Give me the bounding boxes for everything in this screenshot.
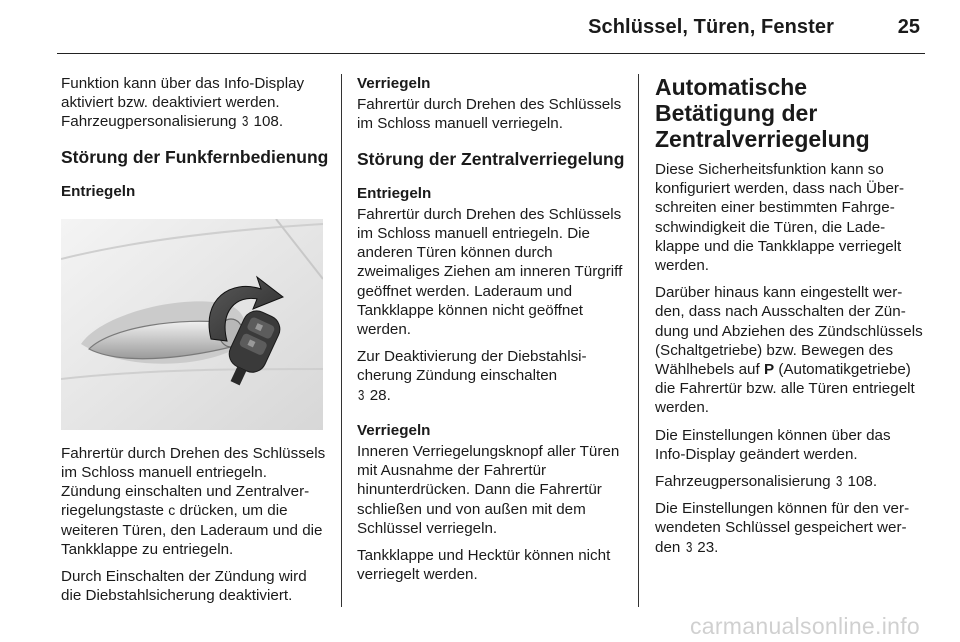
header-rule: [57, 53, 925, 54]
paragraph-text: Darüber hinaus kann eingestellt werden, dass nach Ausschalten der Zündung und Abziehen des Zündschlüssels (Schaltgetriebe) bzw. Bewegen des Wählhebels auf: [655, 284, 923, 379]
paragraph-text: (Automatikgetriebe) die Fahrertür bzw. alle Türen entriegelt werden.: [655, 361, 915, 417]
section-heading: Automatische Betätigung der Zentralverriegelung: [655, 74, 870, 152]
central-lock-button-icon: c: [168, 502, 176, 519]
subheading: Verriegeln: [357, 75, 431, 92]
paragraph: [655, 499, 923, 557]
column-divider-2: [638, 74, 639, 607]
paragraph-text: Die Einstellungen können für den verwendeten Schlüssel gespeichert werden: [655, 500, 910, 556]
paragraph: [61, 74, 329, 132]
page-ref-page: 108.: [253, 113, 284, 131]
paragraph: Tankklappe und Hecktür können nicht verriegelt werden.: [357, 547, 611, 584]
column-2: [357, 74, 625, 592]
page-ref-page: 23.: [697, 538, 719, 556]
gear-position-label: P: [763, 361, 775, 379]
paragraph: [357, 347, 625, 405]
section-heading: Störung der Funkfernbedienung: [61, 146, 329, 167]
paragraph: Diese Sicherheitsfunktion kann so konfiguriert werden, dass nach Überschreiten einer bestimmten Fahrgeschwindigkeit die Türen, die Ladeklappe und die Tankklappe verriegelt werden.: [655, 161, 905, 275]
paragraph-text: Zur Deaktivierung der Diebstahlsicherung Zündung einschalten: [357, 348, 587, 385]
subheading: Entriegeln: [357, 184, 432, 202]
subheading: Verriegeln: [357, 421, 431, 439]
page-ref-arrow-icon: 3: [835, 473, 843, 491]
paragraph-text: drücken, um die weiteren Türen, den Laderaum und die Tankklappe zu entriegeln.: [61, 502, 323, 558]
column-3: [655, 74, 923, 565]
section-heading: Störung der Zentralverriegelung: [357, 148, 625, 169]
page-ref-label: Fahrzeugpersonalisierung: [655, 473, 831, 491]
watermark: carmanualsonline.info: [689, 613, 920, 639]
page-ref-arrow-icon: 3: [685, 538, 692, 556]
column-1: [61, 74, 329, 613]
paragraph: Durch Einschalten der Zündung wird die Diebstahlsicherung deaktiviert.: [61, 568, 307, 605]
paragraph: Inneren Verriegelungsknopf aller Türen mit Ausnahme der Fahrertür hinunterdrücken. Dann die Fahrertür schließen und von außen mit dem Schlüssel verriegeln.: [357, 443, 620, 537]
header-title: Schlüssel, Türen, Fenster: [588, 16, 834, 38]
column-divider-1: [341, 74, 342, 607]
paragraph: Fahrertür durch Drehen des Schlüssels im Schloss manuell entriegeln. Die anderen Türen können durch zweimaliges Ziehen am inneren Türgriff geöffnet werden. Laderaum und Tankklappe können nicht geöffnet werden.: [357, 205, 623, 339]
page-ref-label: Fahrzeugpersonalisierung: [61, 113, 237, 131]
page-ref-page: 108.: [847, 473, 878, 491]
paragraph: Die Einstellungen können über das Info-Display geändert werden.: [655, 426, 891, 463]
subheading: Entriegeln: [61, 182, 136, 200]
paragraph-text: Funktion kann über das Info-Display aktiviert bzw. deaktiviert werden.: [61, 75, 305, 112]
page-number: 25: [897, 16, 920, 38]
page-ref-page: 28.: [369, 386, 391, 404]
paragraph: [61, 444, 329, 559]
paragraph-text: Fahrertür durch Drehen des Schlüssels im Schloss manuell entriegeln. Zündung einschalten und Zentralverriegelungstaste: [61, 444, 326, 520]
paragraph: Fahrertür durch Drehen des Schlüssels im Schloss manuell verriegeln.: [357, 96, 622, 133]
page-ref-arrow-icon: 3: [241, 113, 249, 131]
page-ref-arrow-icon: 3: [358, 386, 365, 404]
paragraph: [655, 472, 923, 491]
door-handle-key-illustration: [61, 219, 323, 430]
paragraph: [655, 283, 923, 417]
